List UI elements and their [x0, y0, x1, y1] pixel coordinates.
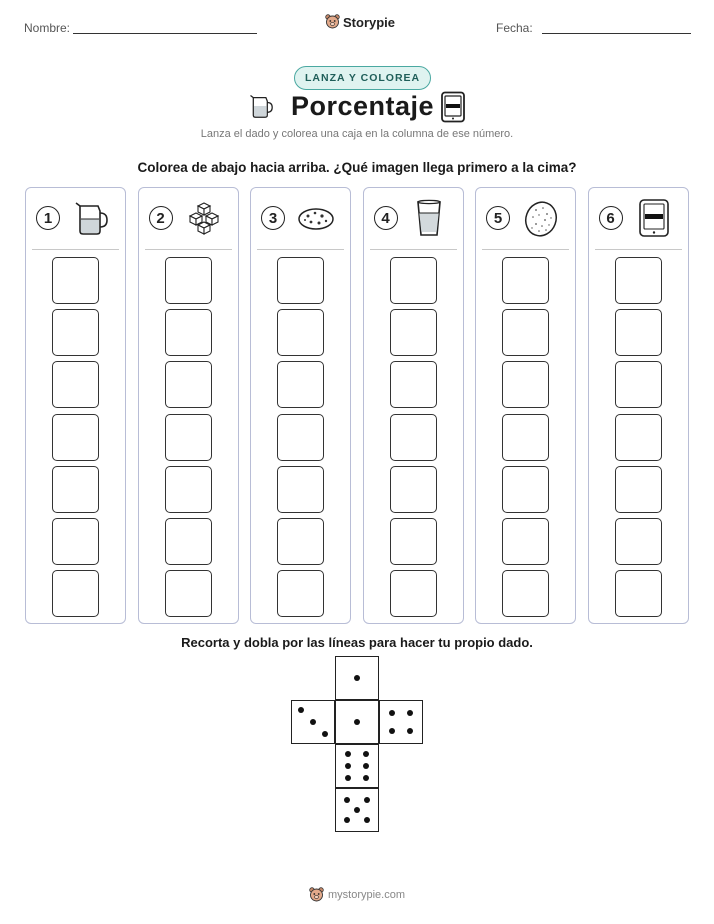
color-box[interactable]	[615, 414, 662, 461]
color-box[interactable]	[502, 570, 549, 617]
bear-logo-icon	[325, 14, 340, 30]
column-number: 4	[374, 206, 398, 230]
die-pip	[345, 763, 351, 769]
die-face-4	[379, 700, 423, 744]
date-line[interactable]	[542, 33, 691, 34]
color-box[interactable]	[165, 361, 212, 408]
color-box[interactable]	[615, 518, 662, 565]
color-box[interactable]	[390, 361, 437, 408]
column-1	[25, 187, 126, 624]
column-2	[138, 187, 239, 624]
column-number: 1	[36, 206, 60, 230]
name-line[interactable]	[73, 33, 257, 34]
column-3	[250, 187, 351, 624]
color-box[interactable]	[165, 570, 212, 617]
color-box[interactable]	[502, 257, 549, 304]
column-divider	[32, 249, 119, 250]
color-box[interactable]	[502, 414, 549, 461]
die-pip	[364, 797, 370, 803]
column-6	[588, 187, 689, 624]
color-box[interactable]	[615, 361, 662, 408]
die-pip	[407, 710, 413, 716]
die-pip	[364, 817, 370, 823]
potato-icon	[521, 198, 561, 238]
color-box[interactable]	[615, 466, 662, 513]
column-5	[475, 187, 576, 624]
cookie-icon	[296, 198, 336, 238]
color-box[interactable]	[165, 414, 212, 461]
color-box[interactable]	[165, 466, 212, 513]
pitcher-icon	[71, 198, 111, 238]
color-box[interactable]	[277, 518, 324, 565]
footer	[309, 887, 405, 903]
color-box[interactable]	[502, 361, 549, 408]
bear-logo-icon	[309, 887, 324, 903]
brand-logo	[325, 14, 395, 30]
color-box[interactable]	[52, 570, 99, 617]
activity-badge: LANZA Y COLOREA	[294, 66, 431, 90]
color-box[interactable]	[615, 257, 662, 304]
name-label: Nombre:	[24, 21, 71, 35]
color-box[interactable]	[390, 257, 437, 304]
color-box[interactable]	[52, 361, 99, 408]
color-box[interactable]	[277, 361, 324, 408]
die-pip	[345, 775, 351, 781]
die-pip	[344, 797, 350, 803]
color-box[interactable]	[277, 466, 324, 513]
die-face-5	[335, 788, 379, 832]
color-box[interactable]	[615, 570, 662, 617]
color-box[interactable]	[277, 257, 324, 304]
color-box[interactable]	[52, 309, 99, 356]
die-pip	[363, 775, 369, 781]
column-divider	[257, 249, 344, 250]
color-box[interactable]	[615, 309, 662, 356]
die-face-1	[335, 656, 379, 700]
color-box[interactable]	[165, 518, 212, 565]
color-box[interactable]	[502, 518, 549, 565]
die-pip	[354, 719, 360, 725]
die-pip	[354, 807, 360, 813]
die-pip	[363, 751, 369, 757]
die-face-3	[291, 700, 335, 744]
color-box[interactable]	[390, 466, 437, 513]
instruction: Colorea de abajo hacia arriba. ¿Qué imagen llega primero a la cima?	[137, 160, 577, 175]
column-divider	[595, 249, 682, 250]
die-pip	[389, 728, 395, 734]
die-pip	[322, 731, 328, 737]
die-pip	[407, 728, 413, 734]
die-pip	[344, 817, 350, 823]
color-box[interactable]	[390, 309, 437, 356]
date-label: Fecha:	[496, 21, 533, 35]
die-pip	[389, 710, 395, 716]
tablet-icon	[440, 91, 466, 123]
color-box[interactable]	[502, 309, 549, 356]
die-pip	[310, 719, 316, 725]
color-box[interactable]	[390, 570, 437, 617]
column-divider	[482, 249, 569, 250]
footer-url: mystorypie.com	[328, 889, 406, 901]
column-divider	[370, 249, 457, 250]
glass-icon	[409, 198, 449, 238]
sugar-cubes-icon	[184, 198, 224, 238]
column-number: 5	[486, 206, 510, 230]
color-box[interactable]	[52, 257, 99, 304]
color-box[interactable]	[165, 309, 212, 356]
die-pip	[354, 675, 360, 681]
column-number: 2	[149, 206, 173, 230]
column-divider	[145, 249, 232, 250]
color-box[interactable]	[165, 257, 212, 304]
die-pip	[363, 763, 369, 769]
die-pip	[345, 751, 351, 757]
color-box[interactable]	[502, 466, 549, 513]
die-face-1	[335, 700, 379, 744]
color-box[interactable]	[277, 414, 324, 461]
column-number: 3	[261, 206, 285, 230]
color-box[interactable]	[390, 518, 437, 565]
die-pip	[298, 707, 304, 713]
tablet-icon	[634, 198, 674, 238]
column-4	[363, 187, 464, 624]
page-title: Porcentaje	[291, 91, 435, 121]
color-box[interactable]	[277, 570, 324, 617]
brand-name: Storypie	[343, 14, 396, 30]
cut-instruction: Recorta y dobla por las líneas para hacer tu propio dado.	[181, 635, 533, 650]
color-box[interactable]	[52, 466, 99, 513]
color-box[interactable]	[52, 518, 99, 565]
subtitle: Lanza el dado y colorea una caja en la columna de ese número.	[200, 128, 514, 140]
color-box[interactable]	[52, 414, 99, 461]
color-box[interactable]	[277, 309, 324, 356]
column-number: 6	[599, 206, 623, 230]
color-box[interactable]	[390, 414, 437, 461]
die-face-6	[335, 744, 379, 788]
pitcher-icon	[247, 92, 275, 120]
